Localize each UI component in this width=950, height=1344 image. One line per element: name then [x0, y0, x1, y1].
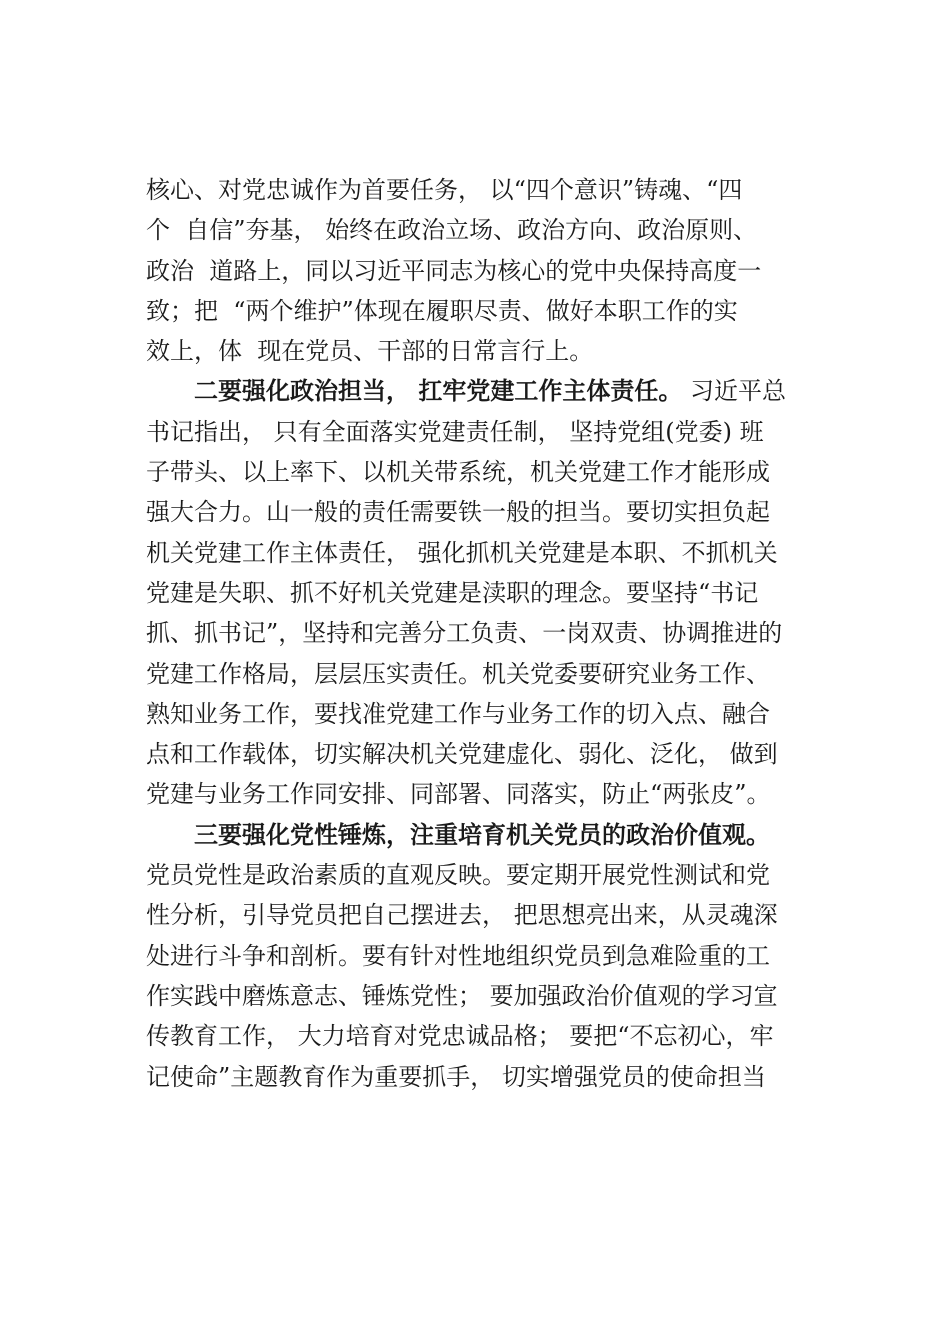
paragraph-line: 作实践中磨炼意志、锤炼党性； 要加强政治价值观的学习宣 [146, 981, 778, 1010]
paragraph-line: 机关党建工作主体责任， 强化抓机关党建是本职、不抓机关 [146, 538, 778, 567]
paragraph-line: 党员党性是政治素质的直观反映。要定期开展党性测试和党 [146, 861, 770, 890]
paragraph-line: 个 自信”夯基， 始终在政治立场、政治方向、政治原则、 [146, 216, 758, 245]
paragraph-line: 熟知业务工作，要找准党建工作与业务工作的切入点、融合 [146, 699, 770, 728]
document-body [146, 170, 816, 1097]
paragraph-3 [146, 815, 816, 1097]
paragraph-first-line [146, 371, 816, 411]
paragraph-line: 点和工作载体，切实解决机关党建虚化、弱化、泛化， 做到 [146, 740, 778, 769]
paragraph-line: 党建与业务工作同安排、同部署、同落实，防止“两张皮”。 [146, 780, 771, 809]
paragraph-line: 强大合力。山一般的责任需要铁一般的担当。要切实担负起 [146, 498, 770, 527]
paragraph-line: 性分析，引导党员把自己摆进去， 把思想亮出来，从灵魂深 [146, 901, 778, 930]
paragraph-line: 传教育工作， 大力培育对党忠诚品格； 要把“不忘初心，牢 [146, 1022, 774, 1051]
paragraph-line: 效上，体 现在党员、干部的日常言行上。 [146, 337, 594, 366]
paragraph-text: 习近平总 [682, 377, 786, 406]
section-heading: 二要强化政治担当， 扛牢党建工作主体责任。 [146, 376, 683, 406]
paragraph-line: 子带头、以上率下、以机关带系统，机关党建工作才能形成 [146, 458, 770, 487]
section-heading: 三要强化党性锤炼，注重培育机关党员的政治价值观。 [146, 819, 770, 849]
paragraph-line: 书记指出， 只有全面落实党建责任制， 坚持党组(党委) 班 [146, 417, 764, 446]
paragraph-line: 政治 道路上，同以习近平同志为核心的党中央保持高度一 [146, 256, 762, 285]
paragraph-line: 核心、对党忠诚作为首要任务， 以“四个意识”铸魂、“四 [146, 176, 743, 204]
paragraph-1 [146, 170, 816, 371]
paragraph-line: 党建工作格局，层层压实责任。机关党委要研究业务工作、 [146, 659, 770, 688]
paragraph-line: 致；把 “两个维护”体现在履职尽责、做好本职工作的实 [146, 296, 738, 325]
paragraph-line: 记使命”主题教育作为重要抓手， 切实增强党员的使命担当 [146, 1062, 766, 1091]
paragraph-line: 处进行斗争和剖析。要有针对性地组织党员到急难险重的工 [146, 941, 770, 970]
paragraph-2 [146, 371, 816, 814]
paragraph-line: 抓、抓书记”，坚持和完善分工负责、一岗双责、协调推进的 [146, 619, 783, 648]
paragraph-line: 党建是失职、抓不好机关党建是渎职的理念。要坚持“书记 [146, 578, 759, 607]
